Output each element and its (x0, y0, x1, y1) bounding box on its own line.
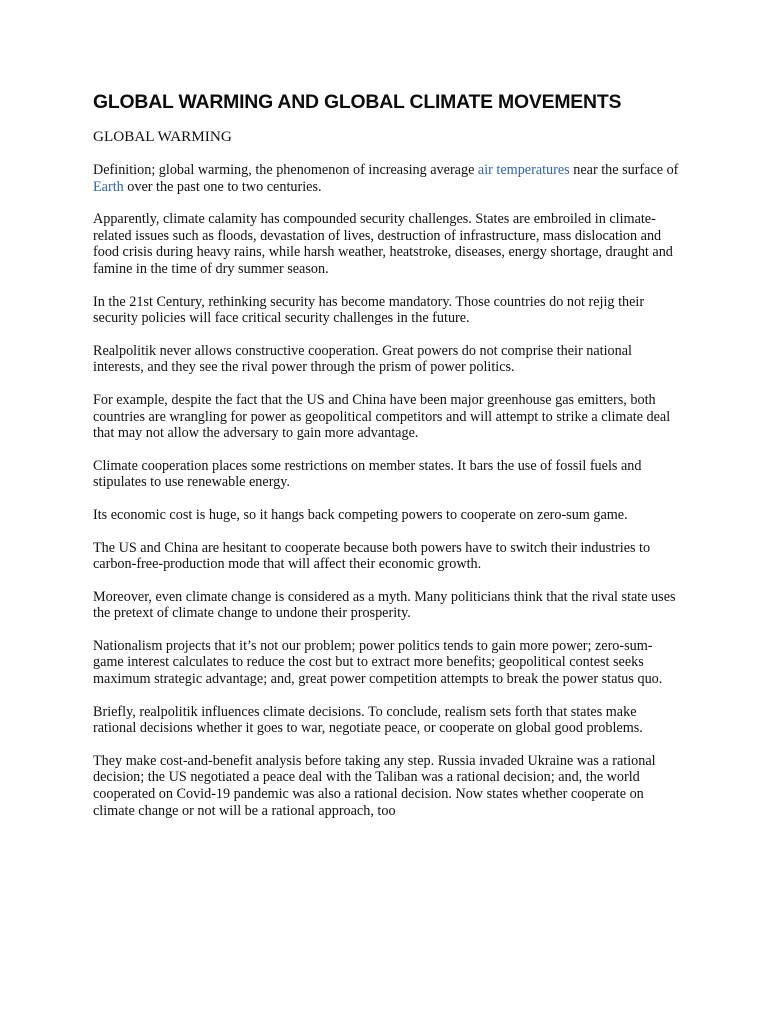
section-heading: GLOBAL WARMING (93, 128, 232, 145)
paragraph-economic-cost: Its economic cost is huge, so it hangs back competing powers to cooperate on zero-sum game. (93, 506, 628, 523)
paragraph-us-china-example: For example, despite the fact that the US and China have been major greenhouse gas emitters, both countries are wrangling for power as geopolitical competitors and will attempt to strike a climate deal that may not allow the adversary to gain more advantage. (93, 391, 671, 442)
paragraph-realpolitik: Realpolitik never allows constructive cooperation. Great powers do not comprise their national interests, and they see the rival power through the prism of power politics. (93, 342, 632, 376)
paragraph-rational-decisions: They make cost-and-benefit analysis before taking any step. Russia invaded Ukraine was a rational decision; the US negotiated a peace deal with the Taliban was a rational decision; and, the world cooperated on Covid-19 pandemic was also a rational decision. Now states whether cooperate on climate change or not will be a rational approach, too (93, 752, 656, 819)
definition-suffix: over the past one to two centuries. (123, 178, 322, 195)
paragraph-21st-century: In the 21st Century, rethinking security has become mandatory. Those countries do not rejig their security policies will face critical security challenges in the future. (93, 293, 645, 327)
definition-paragraph (93, 162, 683, 195)
paragraph-climate-myth: Moreover, even climate change is considered as a myth. Many politicians think that the rival state uses the pretext of climate change to undone their prosperity. (93, 588, 676, 622)
definition-prefix: Definition; global warming, the phenomenon of increasing average (93, 162, 478, 178)
paragraph-briefly: Briefly, realpolitik influences climate decisions. To conclude, realism sets forth that states make rational decisions whether it goes to war, negotiate peace, or cooperate on global good problems. (93, 703, 643, 737)
earth-link[interactable]: Earth (93, 178, 124, 195)
paragraph-nationalism: Nationalism projects that it’s not our problem; power politics tends to gain more power; zero-sum-game interest calculates to reduce the cost but to extract more benefits; geopolitical contest seeks maximum strategic advantage; and, great power competition attempts to break the power status quo. (93, 637, 663, 688)
document-body (93, 90, 683, 835)
air-temperatures-link[interactable]: air temperatures (477, 162, 570, 178)
document-title: GLOBAL WARMING AND GLOBAL CLIMATE MOVEMENTS (93, 91, 622, 113)
definition-middle: near the surface of (569, 162, 679, 178)
paragraph-climate-cooperation: Climate cooperation places some restrictions on member states. It bars the use of fossil fuels and stipulates to use renewable energy. (93, 457, 642, 491)
paragraph-us-china-hesitant: The US and China are hesitant to cooperate because both powers have to switch their industries to carbon-free-production mode that will affect their economic growth. (93, 539, 651, 573)
paragraph-security-challenges: Apparently, climate calamity has compounded security challenges. States are embroiled in climate-related issues such as floods, devastation of lives, destruction of infrastructure, mass dislocation and food crisis during heavy rains, while harsh weather, heatstroke, diseases, energy shortage, draught and famine in the time of dry summer season. (93, 211, 673, 277)
